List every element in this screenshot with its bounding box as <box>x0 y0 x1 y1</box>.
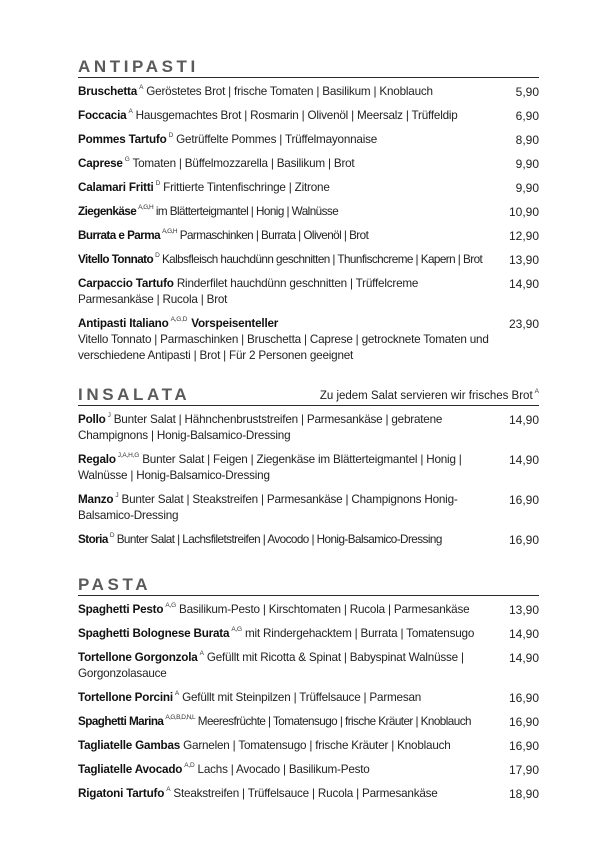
item-description: Bunter Salat | Lachsfiletstreifen | Avocodo | Honig-Balsamico-Dressing <box>116 533 442 546</box>
menu-item <box>78 252 539 268</box>
item-price: 13,90 <box>508 603 539 617</box>
menu-item <box>78 602 539 618</box>
section-note <box>320 390 539 402</box>
item-description: Gefüllt mit Ricotta & Spinat | Babyspinat Walnüsse | Gorgonzolasauce <box>78 651 464 680</box>
item-description: Vitello Tonnato | Parmaschinken | Bruschetta | Caprese | getrocknete Tomaten und verschiedene Antipasti | Brot | Für 2 Personen geeignet <box>78 333 489 362</box>
item-price: 16,90 <box>508 715 539 729</box>
item-price: 23,90 <box>508 317 539 331</box>
item-price: 14,90 <box>508 277 539 291</box>
items-list <box>78 602 539 802</box>
item-allergens: D <box>109 532 114 539</box>
section-insalata <box>78 383 539 556</box>
item-allergens: A,G <box>165 602 176 609</box>
item-allergens: A <box>199 650 204 657</box>
menu-item <box>78 532 539 548</box>
item-description: Garnelen | Tomatensugo | frische Kräuter | Knoblauch <box>183 739 451 752</box>
item-price: 13,90 <box>508 253 539 267</box>
menu-item <box>78 228 539 244</box>
item-price: 16,90 <box>508 739 539 753</box>
menu-item <box>78 84 539 100</box>
menu-item <box>78 762 539 778</box>
items-list <box>78 84 539 364</box>
menu-item <box>78 276 539 308</box>
item-name: Pollo <box>78 413 106 426</box>
item-description: Hausgemachtes Brot | Rosmarin | Olivenöl | Meersalz | Trüffeldip <box>135 109 458 122</box>
menu-item <box>78 690 539 706</box>
item-description: Steakstreifen | Trüffelsauce | Rucola | Parmesankäse <box>173 787 438 800</box>
section-title: INSALATA <box>78 385 191 404</box>
item-name: Rigatoni Tartufo <box>78 787 165 800</box>
item-description: Getrüffelte Pommes | Trüffelmayonnaise <box>176 133 378 146</box>
item-allergens: J,A,H,G <box>117 452 140 459</box>
item-allergens: D <box>155 252 160 259</box>
section-header <box>78 573 539 596</box>
item-allergens: A <box>174 690 180 697</box>
item-description: Rinderfilet hauchdünn geschnitten | Trüffelcreme Parmesankäse | Rucola | Brot <box>78 277 419 306</box>
item-price: 16,90 <box>508 493 539 507</box>
item-description: Meeresfrüchte | Tomatensugo | frische Kräuter | Knoblauch <box>197 715 471 728</box>
section-antipasti <box>78 55 539 372</box>
menu-item <box>78 626 539 642</box>
item-price: 18,90 <box>508 787 539 801</box>
menu-item <box>78 156 539 172</box>
item-price: 16,90 <box>508 691 539 705</box>
item-price: 14,90 <box>508 627 539 641</box>
menu-item <box>78 108 539 124</box>
item-price: 14,90 <box>508 453 539 467</box>
item-allergens: G <box>124 156 130 163</box>
menu-item <box>78 650 539 682</box>
section-header <box>78 55 539 78</box>
item-name: Spaghetti Pesto <box>78 603 164 616</box>
item-name: Spaghetti Bolognese Burata <box>78 627 230 640</box>
item-name: Tortellone Gorgonzola <box>78 651 198 664</box>
menu-item <box>78 412 539 444</box>
item-name: Antipasti Italiano <box>78 317 169 330</box>
item-name: Calamari Fritti <box>78 181 154 194</box>
menu-item <box>78 738 539 754</box>
item-allergens: A,D <box>184 762 195 769</box>
item-price: 5,90 <box>515 85 539 99</box>
item-description: Bunter Salat | Feigen | Ziegenkäse im Blätterteigmantel | Honig | Walnüsse | Honig-Balsamico-Dressing <box>78 453 462 482</box>
item-allergens: A,G,B,D,N,L <box>165 714 196 721</box>
note-text: Zu jedem Salat servieren wir frisches Brot <box>319 390 533 402</box>
menu-item <box>78 452 539 484</box>
item-allergens: D <box>168 132 174 139</box>
item-price: 9,90 <box>515 157 539 171</box>
item-name: Pommes Tartufo <box>78 133 167 146</box>
menu-item <box>78 316 539 364</box>
section-title: PASTA <box>78 575 152 594</box>
item-price: 8,90 <box>515 133 539 147</box>
menu-item <box>78 204 539 220</box>
item-name: Tortellone Porcini <box>78 691 173 704</box>
item-allergens: J <box>107 412 111 419</box>
menu-item <box>78 180 539 196</box>
item-price: 17,90 <box>508 763 539 777</box>
items-list <box>78 412 539 548</box>
item-name: Vitello Tonnato <box>78 253 154 266</box>
item-price: 14,90 <box>508 651 539 665</box>
item-description: Tomaten | Büffelmozzarella | Basilikum | Brot <box>132 157 355 170</box>
item-price: 16,90 <box>508 533 539 547</box>
item-name: Burrata e Parma <box>78 229 161 242</box>
item-name: Tagliatelle Avocado <box>78 763 183 776</box>
item-name: Foccacia <box>78 109 127 122</box>
item-description: mit Rindergehacktem | Burrata | Tomatensugo <box>244 627 475 640</box>
item-description: Parmaschinken | Burrata | Olivenöl | Brot <box>179 229 369 242</box>
item-name: Caprese <box>78 157 123 170</box>
item-allergens: A,G,H <box>162 228 178 235</box>
item-description: Gefüllt mit Steinpilzen | Trüffelsauce | Parmesan <box>182 691 422 704</box>
item-description: Bunter Salat | Hähnchenbruststreifen | Parmesankäse | gebratene Champignons | Honig-Balsamico-Dressing <box>78 413 443 442</box>
item-description: Basilikum-Pesto | Kirschtomaten | Rucola | Parmesankäse <box>179 603 470 616</box>
item-name: Manzo <box>78 493 114 506</box>
item-allergens: J <box>115 492 119 499</box>
menu-item <box>78 132 539 148</box>
section-pasta <box>78 573 539 810</box>
item-name: Carpaccio Tartufo <box>78 277 174 290</box>
item-description: Kalbsfleisch hauchdünn geschnitten | Thunfischcreme | Kapern | Brot <box>161 253 483 266</box>
section-header <box>78 383 539 406</box>
item-description: Geröstetes Brot | frische Tomaten | Basilikum | Knoblauch <box>146 85 433 98</box>
item-price: 14,90 <box>508 413 539 427</box>
item-name: Storia <box>78 533 108 546</box>
item-name: Bruschetta <box>78 85 138 98</box>
item-description: Bunter Salat | Steakstreifen | Parmesankäse | Champignons Honig-Balsamico-Dressing <box>78 493 458 522</box>
item-name: Ziegenkäse <box>78 205 137 218</box>
item-allergens: A <box>166 786 171 793</box>
item-price: 12,90 <box>508 229 539 243</box>
item-price: 10,90 <box>508 205 539 219</box>
item-allergens: A,G <box>231 626 242 633</box>
menu-item <box>78 492 539 524</box>
item-allergens: D <box>155 180 161 187</box>
item-description: Lachs | Avocado | Basilikum-Pesto <box>197 763 370 776</box>
item-name: Tagliatelle Gambas <box>78 739 181 752</box>
item-name: Spaghetti Marina <box>78 715 164 728</box>
item-allergens: A <box>139 84 144 91</box>
item-price: 6,90 <box>515 109 539 123</box>
section-title: ANTIPASTI <box>78 57 199 76</box>
item-allergens: A,G,H <box>138 204 154 211</box>
menu-item <box>78 786 539 802</box>
item-name-secondary: Vorspeisenteller <box>191 317 279 330</box>
item-price: 9,90 <box>515 181 539 195</box>
item-name: Regalo <box>78 453 116 466</box>
item-allergens: A,G,D <box>170 316 188 323</box>
menu-item <box>78 714 539 730</box>
note-allergen: A <box>534 388 539 395</box>
item-description: Frittierte Tintenfischringe | Zitrone <box>163 181 330 194</box>
item-allergens: A <box>128 108 133 115</box>
item-description: im Blätterteigmantel | Honig | Walnüsse <box>155 205 339 218</box>
